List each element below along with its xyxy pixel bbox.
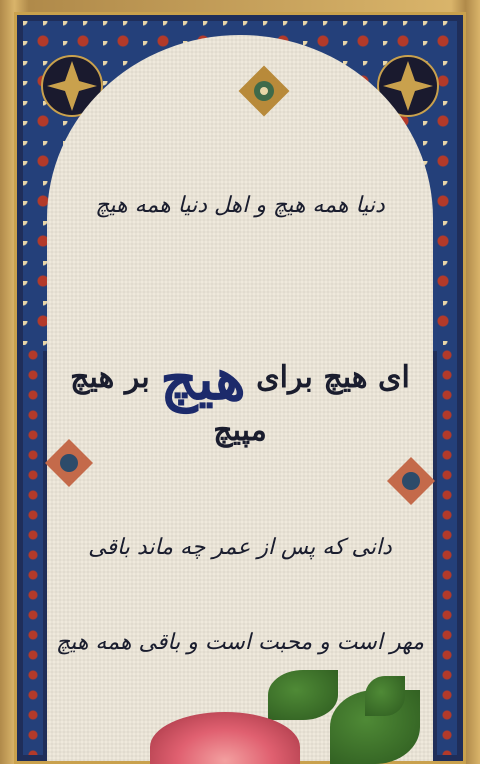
rose-leaf-3: [365, 676, 405, 716]
verse-line-4: مهر است و محبت است و باقی همه هیچ: [55, 630, 425, 655]
verse-line-2-emphasis: هیچ: [160, 345, 246, 413]
verse-line-1: دنیا همه هیچ و اهل دنیا همه هیچ: [95, 193, 385, 218]
rose-leaf-1: [268, 670, 338, 720]
ornamental-border: [14, 12, 466, 764]
calligraphy-paper: [47, 35, 433, 761]
border-pattern-right: [437, 345, 457, 755]
verse-line-2-end: بر هیچ مپیچ: [70, 360, 267, 448]
top-ornament-icon: [238, 65, 290, 117]
right-ornament-icon: [385, 455, 437, 507]
verse-line-2: [47, 345, 433, 448]
verse-line-3: دانی که پس از عمر چه ماند باقی: [88, 535, 392, 560]
border-pattern-left: [23, 345, 43, 755]
verse-line-2-start: ای هیچ برای: [256, 360, 410, 395]
